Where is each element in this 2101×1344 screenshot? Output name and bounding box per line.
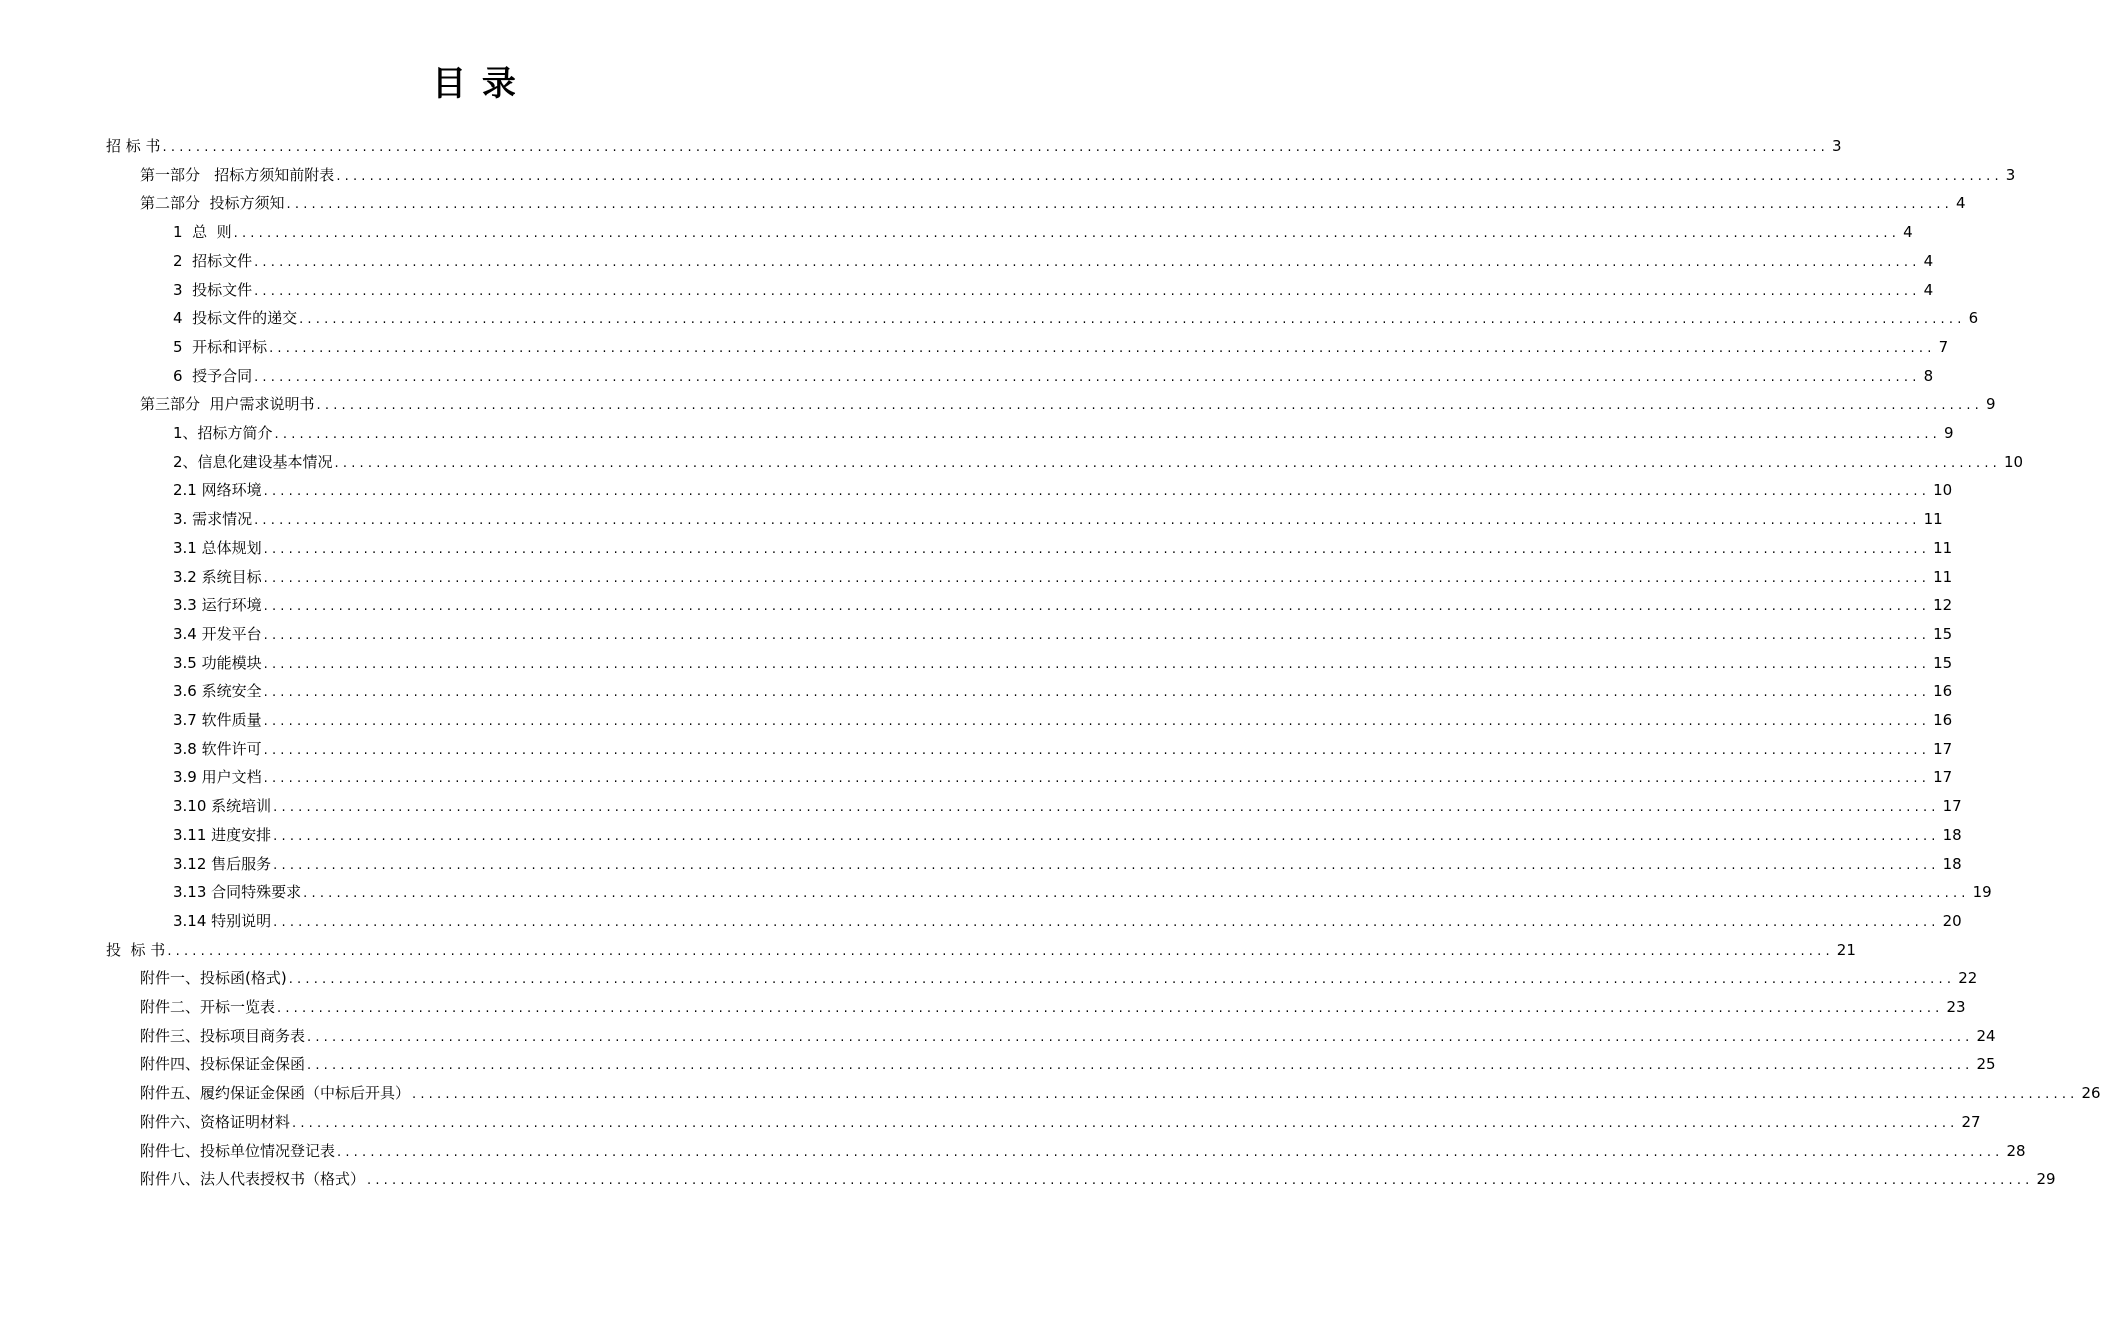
toc-page-number: 17 [1933, 740, 1953, 758]
toc-page-number: 25 [1976, 1055, 1996, 1073]
toc-leader-dots: ........................................................................................................................................................................................................ [316, 398, 1984, 413]
toc-page-number: 23 [1946, 998, 1966, 1016]
toc-page-number: 4 [1903, 223, 1913, 241]
toc-leader-dots: ........................................................................................................................................................................................................ [233, 226, 1901, 241]
toc-leader-dots: ........................................................................................................................................................................................................ [263, 542, 1931, 557]
toc-page-number: 4 [1923, 252, 1934, 270]
toc-leader-dots: ........................................................................................................................................................................................................ [292, 1116, 1959, 1131]
toc-entry[interactable] [173, 853, 1962, 875]
toc-entry[interactable] [173, 250, 1934, 272]
toc-leader-dots: ........................................................................................................................................................................................................ [336, 169, 2003, 184]
toc-entry[interactable] [140, 1111, 1981, 1133]
toc-page-number: 21 [1836, 941, 1856, 959]
toc-entry-label: 3.4 开发平台 [173, 625, 262, 643]
toc-page-number: 10 [2004, 453, 2024, 471]
toc-entry[interactable] [106, 939, 1856, 961]
toc-page-number: 3 [1832, 137, 1842, 155]
toc-entry[interactable] [140, 967, 1978, 989]
toc-entry[interactable] [173, 738, 1953, 760]
toc-entry[interactable] [140, 393, 1996, 415]
toc-page-number: 24 [1976, 1027, 1996, 1045]
toc-page-number: 16 [1933, 711, 1953, 729]
toc-entry-label: 3.7 软件质量 [173, 711, 262, 729]
toc-entry[interactable] [173, 537, 1953, 559]
toc-entry[interactable] [140, 1140, 2026, 1162]
page-title: 目 录 [432, 64, 518, 104]
toc-entry[interactable] [140, 1082, 2101, 1104]
toc-entry-label: 3.2 系统目标 [173, 568, 262, 586]
toc-leader-dots: ........................................................................................................................................................................................................ [254, 255, 1921, 270]
toc-entry-label: 第三部分 用户需求说明书 [140, 395, 315, 413]
toc-entry-label: 3.1 总体规划 [173, 539, 262, 557]
toc-entry[interactable] [173, 594, 1953, 616]
toc-page-number: 17 [1933, 768, 1953, 786]
toc-entry[interactable] [173, 766, 1953, 788]
toc-entry-label: 2.1 网络环境 [173, 481, 262, 499]
toc-entry-label: 1 总 则 [173, 223, 232, 241]
toc-entry-label: 附件三、投标项目商务表 [140, 1027, 306, 1045]
toc-entry[interactable] [173, 221, 1913, 243]
toc-page-number: 4 [1923, 281, 1934, 299]
toc-leader-dots: ........................................................................................................................................................................................................ [299, 312, 1966, 327]
toc-entry-label: 3.11 进度安排 [173, 826, 272, 844]
toc-leader-dots: ........................................................................................................................................................................................................ [273, 800, 1940, 815]
toc-page-number: 18 [1942, 855, 1962, 873]
toc-entry[interactable] [140, 164, 2016, 186]
toc-leader-dots: ........................................................................................................................................................................................................ [277, 1001, 1944, 1016]
toc-entry-label: 5 开标和评标 [173, 338, 268, 356]
toc-page-number: 9 [1986, 395, 1996, 413]
toc-leader-dots: ........................................................................................................................................................................................................ [263, 599, 1931, 614]
toc-entry-label: 附件四、投标保证金保函 [140, 1055, 306, 1073]
toc-leader-dots: ........................................................................................................................................................................................................ [269, 341, 1936, 356]
toc-leader-dots: ........................................................................................................................................................................................................ [254, 284, 1921, 299]
toc-leader-dots: ........................................................................................................................................................................................................ [162, 140, 1830, 155]
toc-page-number: 6 [1968, 309, 1979, 327]
toc-entry[interactable] [173, 307, 1979, 329]
toc-leader-dots: ........................................................................................................................................................................................................ [263, 571, 1931, 586]
toc-entry[interactable] [173, 279, 1934, 301]
toc-entry-label: 3.14 特别说明 [173, 912, 272, 930]
toc-leader-dots: ........................................................................................................................................................................................................ [263, 657, 1931, 672]
toc-page-number: 29 [2036, 1170, 2056, 1188]
toc-page-number: 26 [2081, 1084, 2101, 1102]
toc-entry-label: 2 招标文件 [173, 252, 253, 270]
toc-page-number: 15 [1933, 625, 1953, 643]
toc-leader-dots: ........................................................................................................................................................................................................ [337, 1145, 2004, 1160]
toc-entry[interactable] [140, 996, 1966, 1018]
toc-entry[interactable] [173, 365, 1934, 387]
toc-leader-dots: ........................................................................................................................................................................................................ [263, 714, 1931, 729]
toc-leader-dots: ........................................................................................................................................................................................................ [286, 197, 1954, 212]
toc-entry-label: 投 标 书 [106, 941, 166, 959]
toc-leader-dots: ........................................................................................................................................................................................................ [254, 513, 1921, 528]
toc-page-number: 9 [1944, 424, 1954, 442]
toc-entry[interactable] [173, 336, 1949, 358]
toc-page-number: 27 [1961, 1113, 1981, 1131]
toc-leader-dots: ........................................................................................................................................................................................................ [263, 685, 1931, 700]
toc-entry[interactable] [173, 652, 1953, 674]
toc-page-number: 28 [2006, 1142, 2026, 1160]
toc-entry[interactable] [173, 623, 1953, 645]
toc-page-number: 3 [2005, 166, 2016, 184]
toc-entry[interactable] [140, 192, 1966, 214]
toc-page-number: 7 [1938, 338, 1949, 356]
toc-leader-dots: ........................................................................................................................................................................................................ [273, 915, 1940, 930]
toc-leader-dots: ........................................................................................................................................................................................................ [273, 829, 1940, 844]
toc-entry-label: 附件七、投标单位情况登记表 [140, 1142, 336, 1160]
toc-leader-dots: ........................................................................................................................................................................................................ [254, 370, 1921, 385]
toc-leader-dots: ........................................................................................................................................................................................................ [307, 1030, 1974, 1045]
toc-entry-label: 3.8 软件许可 [173, 740, 262, 758]
toc-entry-label: 招 标 书 [106, 137, 161, 155]
toc-page-number: 17 [1942, 797, 1962, 815]
toc-leader-dots: ........................................................................................................................................................................................................ [288, 972, 1956, 987]
toc-leader-dots: ........................................................................................................................................................................................................ [263, 628, 1931, 643]
toc-page-number: 12 [1933, 596, 1953, 614]
toc-entry[interactable] [173, 680, 1953, 702]
toc-leader-dots: ........................................................................................................................................................................................................ [263, 484, 1931, 499]
toc-entry-label: 3.3 运行环境 [173, 596, 262, 614]
toc-entry-label: 1、招标方简介 [173, 424, 273, 442]
toc-entry-label: 第二部分 投标方须知 [140, 194, 285, 212]
toc-entry[interactable] [173, 508, 1943, 530]
toc-leader-dots: ........................................................................................................................................................................................................ [303, 886, 1970, 901]
toc-entry[interactable] [173, 795, 1962, 817]
toc-entry[interactable] [173, 479, 1953, 501]
toc-entry-label: 3.13 合同特殊要求 [173, 883, 302, 901]
toc-entry[interactable] [173, 422, 1954, 444]
toc-entry-label: 附件六、资格证明材料 [140, 1113, 291, 1131]
toc-page-number: 19 [1972, 883, 1992, 901]
toc-entry[interactable] [106, 135, 1842, 157]
toc-entry[interactable] [173, 824, 1962, 846]
toc-entry[interactable] [173, 881, 1992, 903]
toc-entry-label: 4 投标文件的递交 [173, 309, 298, 327]
toc-entry[interactable] [173, 910, 1962, 932]
toc-entry-label: 附件八、法人代表授权书（格式） [140, 1170, 366, 1188]
toc-entry-label: 3.12 售后服务 [173, 855, 272, 873]
toc-leader-dots: ........................................................................................................................................................................................................ [263, 743, 1931, 758]
toc-entry-label: 3. 需求情况 [173, 510, 253, 528]
toc-entry-label: 附件五、履约保证金保函（中标后开具） [140, 1084, 411, 1102]
toc-entry-label: 3 投标文件 [173, 281, 253, 299]
toc-leader-dots: ........................................................................................................................................................................................................ [274, 427, 1942, 442]
toc-page-number: 20 [1942, 912, 1962, 930]
toc-entry[interactable] [173, 566, 1953, 588]
toc-page-number: 10 [1933, 481, 1953, 499]
toc-entry[interactable] [173, 451, 2024, 473]
toc-entry-label: 第一部分 招标方须知前附表 [140, 166, 335, 184]
toc-leader-dots: ........................................................................................................................................................................................................ [412, 1087, 2079, 1102]
toc-entry[interactable] [140, 1053, 1996, 1075]
toc-leader-dots: ........................................................................................................................................................................................................ [167, 944, 1834, 959]
toc-leader-dots: ........................................................................................................................................................................................................ [263, 771, 1931, 786]
toc-entry[interactable] [140, 1025, 1996, 1047]
toc-leader-dots: ........................................................................................................................................................................................................ [367, 1173, 2034, 1188]
toc-entry-label: 6 授予合同 [173, 367, 253, 385]
toc-entry-label: 3.6 系统安全 [173, 682, 262, 700]
toc-page-number: 22 [1958, 969, 1978, 987]
toc-page-number: 15 [1933, 654, 1953, 672]
toc-page-number: 11 [1923, 510, 1943, 528]
toc-page-number: 18 [1942, 826, 1962, 844]
toc-entry-label: 附件二、开标一览表 [140, 998, 276, 1016]
toc-leader-dots: ........................................................................................................................................................................................................ [273, 858, 1940, 873]
toc-entry-label: 3.10 系统培训 [173, 797, 272, 815]
toc-page-number: 11 [1933, 568, 1953, 586]
toc-page-number: 4 [1956, 194, 1966, 212]
toc-page-number: 11 [1933, 539, 1953, 557]
toc-page-number: 16 [1933, 682, 1953, 700]
toc-entry-label: 3.9 用户文档 [173, 768, 262, 786]
toc-entry-label: 附件一、投标函(格式) [140, 969, 287, 987]
toc-page-number: 8 [1923, 367, 1934, 385]
toc-entry[interactable] [173, 709, 1953, 731]
toc-entry[interactable] [140, 1168, 2056, 1190]
toc-entry-label: 2、信息化建设基本情况 [173, 453, 333, 471]
toc-leader-dots: ........................................................................................................................................................................................................ [334, 456, 2002, 471]
toc-leader-dots: ........................................................................................................................................................................................................ [307, 1058, 1974, 1073]
toc-entry-label: 3.5 功能模块 [173, 654, 262, 672]
